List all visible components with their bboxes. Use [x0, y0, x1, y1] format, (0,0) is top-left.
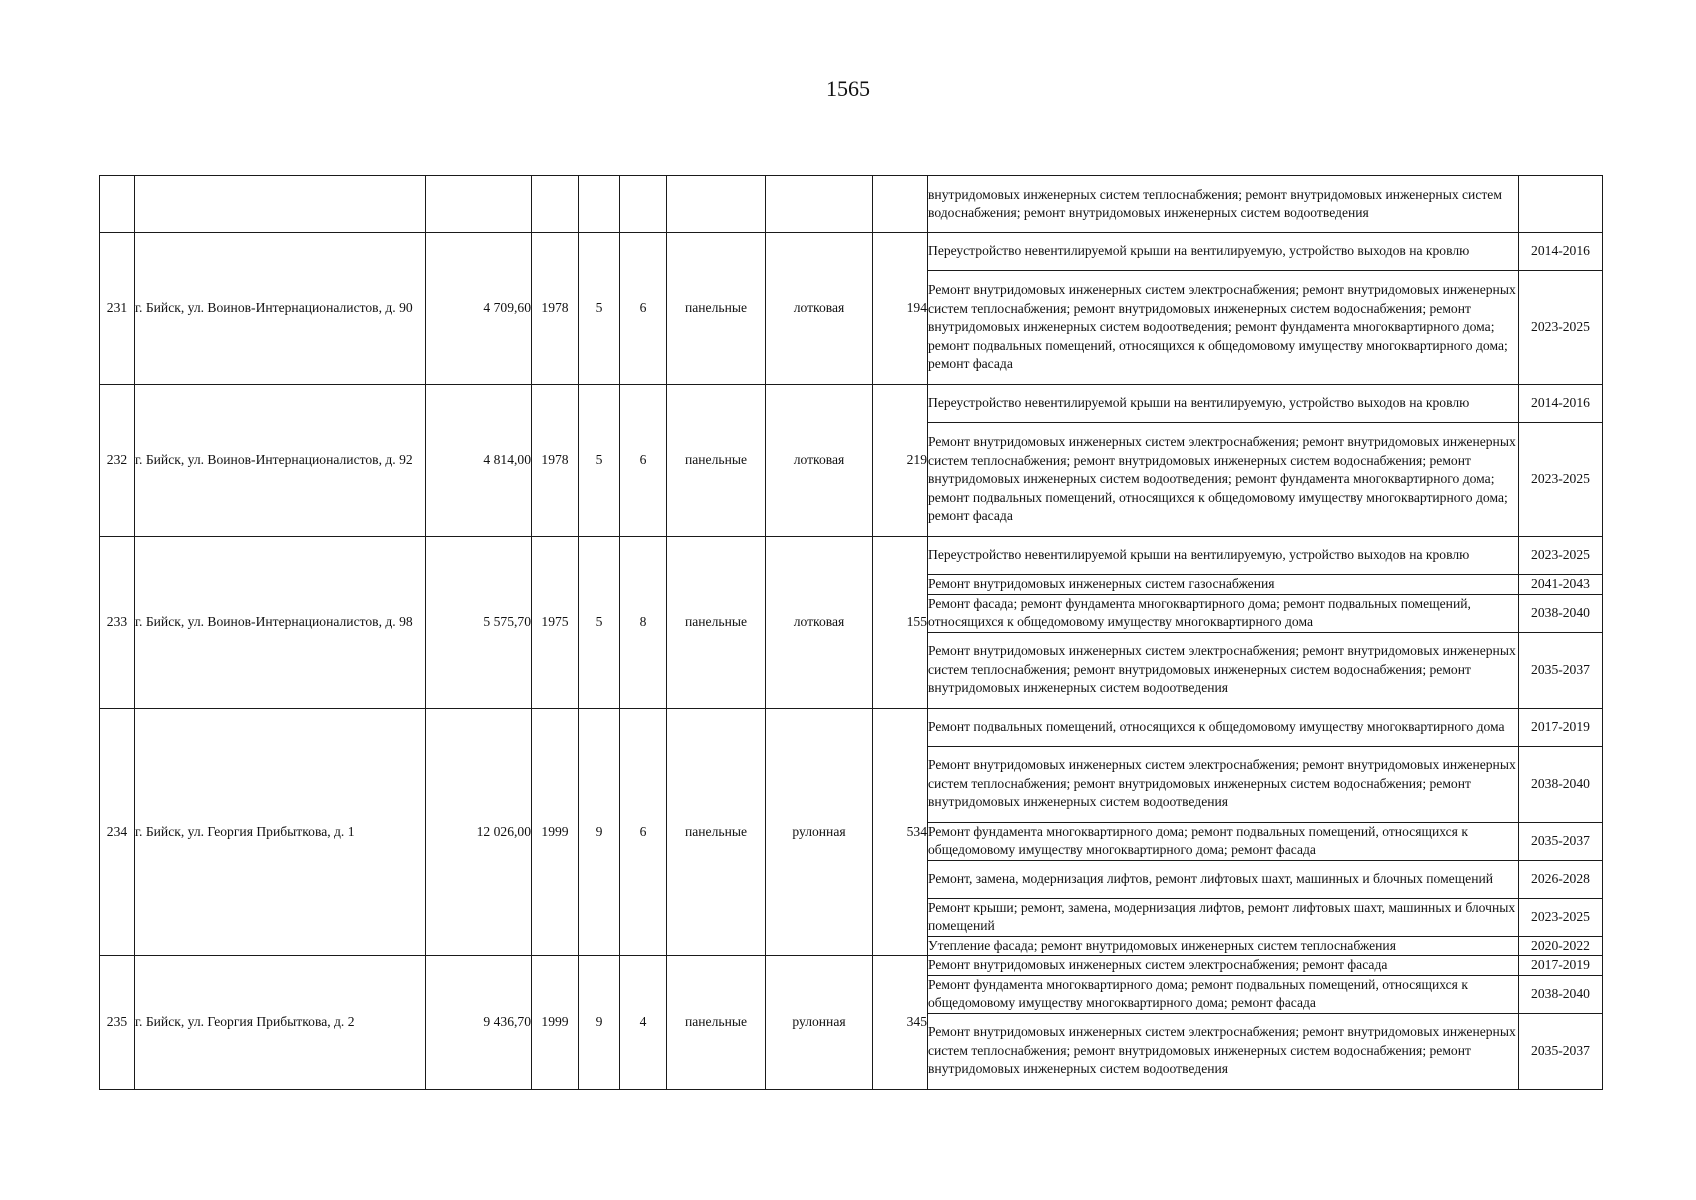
- roof-type: лотковая: [766, 537, 873, 709]
- build-year: 1978: [532, 233, 579, 385]
- wall-material: панельные: [667, 233, 766, 385]
- wall-material: панельные: [667, 708, 766, 956]
- floor-count: 5: [579, 537, 620, 709]
- roof-type: рулонная: [766, 708, 873, 956]
- empty-cell: [532, 176, 579, 233]
- empty-cell: [135, 176, 426, 233]
- roof-type: лотковая: [766, 233, 873, 385]
- floor-count: 9: [579, 708, 620, 956]
- work-description: Ремонт внутридомовых инженерных систем электроснабжения; ремонт внутридомовых инженерных систем теплоснабжения; ремонт внутридомовых инженерных систем водоснабжения; ремонт внутридомовых инженерных систем водоотведения: [928, 746, 1519, 822]
- resident-count: 219: [873, 385, 928, 537]
- work-period: 2035-2037: [1519, 822, 1603, 860]
- total-area: 12 026,00: [426, 708, 532, 956]
- floor-count: 5: [579, 233, 620, 385]
- entrance-count: 6: [620, 708, 667, 956]
- work-period: 2023-2025: [1519, 537, 1603, 575]
- floor-count: 9: [579, 956, 620, 1090]
- wall-material: панельные: [667, 956, 766, 1090]
- work-description: Ремонт внутридомовых инженерных систем электроснабжения; ремонт внутридомовых инженерных систем теплоснабжения; ремонт внутридомовых инженерных систем водоснабжения; ремонт внутридомовых инженерных систем водоотведения; ремонт фундамента многоквартирного дома; ремонт подвальных помещений, относящихся к общедомовому имуществу многоквартирного дома; ремонт фасада: [928, 423, 1519, 537]
- row-number: 234: [100, 708, 135, 956]
- work-period: 2014-2016: [1519, 233, 1603, 271]
- work-description: Ремонт внутридомовых инженерных систем электроснабжения; ремонт фасада: [928, 956, 1519, 976]
- resident-count: 534: [873, 708, 928, 956]
- work-description: Переустройство невентилируемой крыши на вентилируемую, устройство выходов на кровлю: [928, 537, 1519, 575]
- row-number: 233: [100, 537, 135, 709]
- resident-count: 345: [873, 956, 928, 1090]
- table-row: [100, 385, 1603, 423]
- work-period: 2014-2016: [1519, 385, 1603, 423]
- table-row: [100, 956, 1603, 976]
- row-number: 232: [100, 385, 135, 537]
- total-area: 4 814,00: [426, 385, 532, 537]
- empty-cell: [620, 176, 667, 233]
- work-description: Переустройство невентилируемой крыши на вентилируемую, устройство выходов на кровлю: [928, 233, 1519, 271]
- empty-cell: [873, 176, 928, 233]
- work-description: Ремонт фундамента многоквартирного дома; ремонт подвальных помещений, относящихся к общедомовому имуществу многоквартирного дома; ремонт фасада: [928, 975, 1519, 1013]
- table-row: [100, 708, 1603, 746]
- building-address: г. Бийск, ул. Воинов-Интернационалистов, д. 92: [135, 385, 426, 537]
- work-period: 2020-2022: [1519, 936, 1603, 956]
- resident-count: 194: [873, 233, 928, 385]
- building-address: г. Бийск, ул. Воинов-Интернационалистов, д. 98: [135, 537, 426, 709]
- work-description: Утепление фасада; ремонт внутридомовых инженерных систем теплоснабжения: [928, 936, 1519, 956]
- work-period: 2023-2025: [1519, 271, 1603, 385]
- roof-type: рулонная: [766, 956, 873, 1090]
- floor-count: 5: [579, 385, 620, 537]
- work-period: 2017-2019: [1519, 956, 1603, 976]
- wall-material: панельные: [667, 537, 766, 709]
- work-period: 2035-2037: [1519, 1013, 1603, 1089]
- work-period: 2041-2043: [1519, 575, 1603, 595]
- wall-material: панельные: [667, 385, 766, 537]
- work-period: 2038-2040: [1519, 746, 1603, 822]
- empty-cell: [579, 176, 620, 233]
- build-year: 1975: [532, 537, 579, 709]
- work-description: Ремонт, замена, модернизация лифтов, ремонт лифтовых шахт, машинных и блочных помещений: [928, 860, 1519, 898]
- work-period: 2038-2040: [1519, 975, 1603, 1013]
- work-description: Ремонт внутридомовых инженерных систем электроснабжения; ремонт внутридомовых инженерных систем теплоснабжения; ремонт внутридомовых инженерных систем водоснабжения; ремонт внутридомовых инженерных систем водоотведения: [928, 632, 1519, 708]
- work-description: Ремонт внутридомовых инженерных систем электроснабжения; ремонт внутридомовых инженерных систем теплоснабжения; ремонт внутридомовых инженерных систем водоснабжения; ремонт внутридомовых инженерных систем водоотведения; ремонт фундамента многоквартирного дома; ремонт подвальных помещений, относящихся к общедомовому имуществу многоквартирного дома; ремонт фасада: [928, 271, 1519, 385]
- work-period: 2038-2040: [1519, 594, 1603, 632]
- housing-repair-table: [99, 175, 1603, 1090]
- total-area: 4 709,60: [426, 233, 532, 385]
- roof-type: лотковая: [766, 385, 873, 537]
- empty-cell: [766, 176, 873, 233]
- empty-cell: [426, 176, 532, 233]
- work-description: Ремонт внутридомовых инженерных систем газоснабжения: [928, 575, 1519, 595]
- work-description: Ремонт подвальных помещений, относящихся к общедомовому имуществу многоквартирного дома: [928, 708, 1519, 746]
- empty-cell: [667, 176, 766, 233]
- entrance-count: 6: [620, 233, 667, 385]
- work-description: внутридомовых инженерных систем теплоснабжения; ремонт внутридомовых инженерных систем водоснабжения; ремонт внутридомовых инженерных систем водоотведения: [928, 176, 1519, 233]
- work-period: 2026-2028: [1519, 860, 1603, 898]
- work-period: [1519, 176, 1603, 233]
- work-description: Ремонт крыши; ремонт, замена, модернизация лифтов, ремонт лифтовых шахт, машинных и блочных помещений: [928, 898, 1519, 936]
- work-description: Ремонт фундамента многоквартирного дома; ремонт подвальных помещений, относящихся к общедомовому имуществу многоквартирного дома; ремонт фасада: [928, 822, 1519, 860]
- total-area: 5 575,70: [426, 537, 532, 709]
- work-description: Переустройство невентилируемой крыши на вентилируемую, устройство выходов на кровлю: [928, 385, 1519, 423]
- empty-cell: [100, 176, 135, 233]
- build-year: 1978: [532, 385, 579, 537]
- row-number: 235: [100, 956, 135, 1090]
- table-row: [100, 233, 1603, 271]
- resident-count: 155: [873, 537, 928, 709]
- table-row: [100, 537, 1603, 575]
- work-period: 2035-2037: [1519, 632, 1603, 708]
- building-address: г. Бийск, ул. Воинов-Интернационалистов, д. 90: [135, 233, 426, 385]
- entrance-count: 4: [620, 956, 667, 1090]
- building-address: г. Бийск, ул. Георгия Прибыткова, д. 1: [135, 708, 426, 956]
- build-year: 1999: [532, 956, 579, 1090]
- entrance-count: 6: [620, 385, 667, 537]
- work-period: 2017-2019: [1519, 708, 1603, 746]
- entrance-count: 8: [620, 537, 667, 709]
- continuation-row: [100, 176, 1603, 233]
- page-number: 1565: [826, 76, 870, 101]
- work-description: Ремонт фасада; ремонт фундамента многоквартирного дома; ремонт подвальных помещений, относящихся к общедомовому имуществу многоквартирного дома: [928, 594, 1519, 632]
- row-number: 231: [100, 233, 135, 385]
- work-period: 2023-2025: [1519, 898, 1603, 936]
- total-area: 9 436,70: [426, 956, 532, 1090]
- build-year: 1999: [532, 708, 579, 956]
- work-period: 2023-2025: [1519, 423, 1603, 537]
- work-description: Ремонт внутридомовых инженерных систем электроснабжения; ремонт внутридомовых инженерных систем теплоснабжения; ремонт внутридомовых инженерных систем водоснабжения; ремонт внутридомовых инженерных систем водоотведения: [928, 1013, 1519, 1089]
- building-address: г. Бийск, ул. Георгия Прибыткова, д. 2: [135, 956, 426, 1090]
